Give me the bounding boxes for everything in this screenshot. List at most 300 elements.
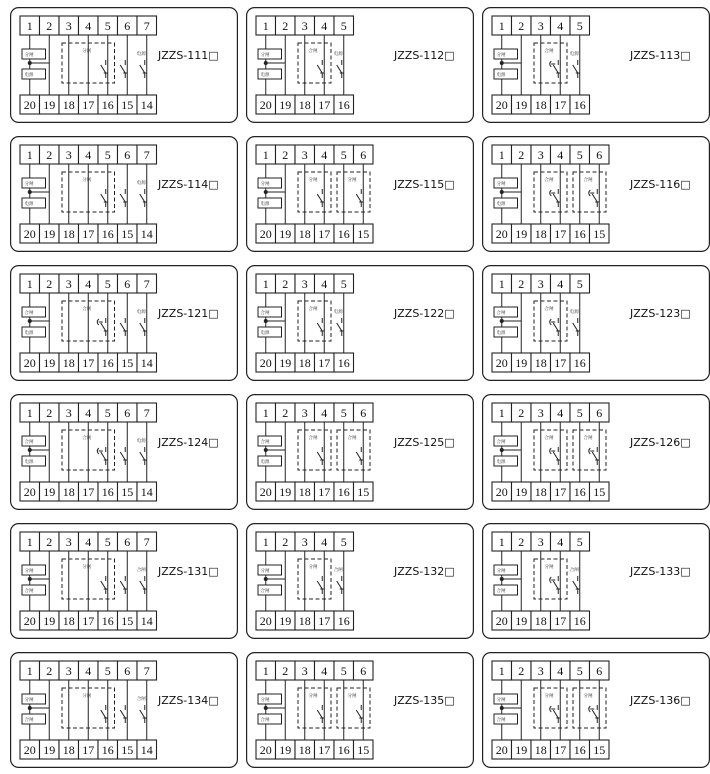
terminal-top <box>492 532 512 551</box>
terminal-number: 20 <box>495 227 508 241</box>
terminal-number: 1 <box>26 19 33 33</box>
contact-group-label: 分闸 <box>82 694 92 699</box>
relay-panel <box>482 652 710 768</box>
coil-lower-label: 电源 <box>496 202 506 207</box>
terminal-number: 1 <box>262 535 269 549</box>
terminal-number: 1 <box>262 148 269 162</box>
terminal-number: 18 <box>534 485 547 499</box>
terminal-number: 3 <box>65 277 72 291</box>
terminal-top <box>59 403 79 422</box>
terminal-number: 1 <box>262 277 269 291</box>
output-label: 电源 <box>136 181 146 186</box>
terminal-top <box>315 661 335 680</box>
terminal-number: 3 <box>537 19 544 33</box>
terminal-number: 17 <box>554 356 567 370</box>
terminal-top <box>334 532 354 551</box>
terminal-number: 4 <box>557 19 564 33</box>
terminal-top <box>354 403 374 422</box>
terminal-number: 4 <box>321 19 328 33</box>
terminal-number: 20 <box>259 98 272 112</box>
contact-group-label: 分闸 <box>82 565 92 570</box>
terminal-number: 19 <box>279 614 292 628</box>
terminal-bottom <box>79 740 99 759</box>
terminal-top <box>276 16 296 35</box>
terminal-number: 19 <box>279 98 292 112</box>
terminal-number: 15 <box>121 227 134 241</box>
terminal-top <box>20 532 40 551</box>
terminal-number: 5 <box>340 664 347 678</box>
terminal-number: 2 <box>518 664 525 678</box>
terminal-number: 18 <box>298 356 311 370</box>
terminal-number: 1 <box>498 148 505 162</box>
relay-diagram <box>10 394 238 510</box>
contact-group-label: 合闸 <box>308 436 318 441</box>
terminal-bottom <box>20 740 40 759</box>
terminal-bottom <box>98 611 118 630</box>
terminal-number: 6 <box>124 148 131 162</box>
terminal-bottom <box>295 740 315 759</box>
terminal-number: 6 <box>124 535 131 549</box>
terminal-number: 18 <box>298 614 311 628</box>
coil-upper-label: 分闸 <box>496 569 506 574</box>
terminal-bottom <box>79 224 99 243</box>
relay-panel <box>482 7 710 123</box>
output-label: 电源 <box>136 52 146 57</box>
terminal-top <box>512 532 532 551</box>
terminal-top <box>334 274 354 293</box>
terminal-bottom <box>551 353 571 372</box>
terminal-bottom <box>512 482 532 501</box>
terminal-top <box>531 274 551 293</box>
terminal-bottom <box>315 224 335 243</box>
terminal-bottom <box>295 95 315 114</box>
terminal-number: 20 <box>23 227 36 241</box>
terminal-number: 7 <box>143 19 150 33</box>
contact-group-label: 合闸 <box>544 49 554 54</box>
terminal-number: 6 <box>124 19 131 33</box>
terminal-number: 4 <box>85 277 92 291</box>
terminal-top <box>79 661 99 680</box>
terminal-number: 18 <box>62 743 75 757</box>
coil-lower-label: 电源 <box>260 460 270 465</box>
coil-lower-label: 电源 <box>496 73 506 78</box>
terminal-number: 1 <box>26 535 33 549</box>
terminal-number: 3 <box>301 406 308 420</box>
terminal-number: 4 <box>321 664 328 678</box>
coil-lower-label: 电源 <box>24 460 34 465</box>
terminal-number: 17 <box>318 743 331 757</box>
terminal-top <box>276 403 296 422</box>
terminal-number: 18 <box>298 743 311 757</box>
output-label: 电源 <box>136 310 146 315</box>
terminal-number: 18 <box>534 743 547 757</box>
terminal-number: 18 <box>534 98 547 112</box>
terminal-bottom <box>20 224 40 243</box>
terminal-bottom <box>40 95 60 114</box>
terminal-number: 20 <box>259 227 272 241</box>
terminal-top <box>59 661 79 680</box>
terminal-top <box>40 274 60 293</box>
terminal-number: 19 <box>279 743 292 757</box>
terminal-top <box>20 661 40 680</box>
terminal-bottom <box>315 740 335 759</box>
terminal-bottom <box>570 95 590 114</box>
terminal-number: 15 <box>593 227 606 241</box>
terminal-number: 2 <box>46 406 53 420</box>
terminal-number: 2 <box>518 406 525 420</box>
terminal-number: 2 <box>518 148 525 162</box>
terminal-bottom <box>570 224 590 243</box>
coil-upper-label: 合闸 <box>24 311 34 316</box>
terminal-number: 19 <box>43 98 56 112</box>
model-title: JZZS-136□ <box>630 694 691 707</box>
contact-group-label: 分闸 <box>347 694 357 699</box>
relay-panel <box>246 394 474 510</box>
contact-group-label: 合闸 <box>544 307 554 312</box>
coil-upper-label: 分闸 <box>260 182 270 187</box>
contact-group-label: 合闸 <box>82 436 92 441</box>
output-label: 电源 <box>569 52 579 57</box>
terminal-bottom <box>59 482 79 501</box>
terminal-top <box>512 403 532 422</box>
terminal-number: 19 <box>43 356 56 370</box>
relay-panel <box>10 136 238 252</box>
terminal-top <box>40 145 60 164</box>
coil-lower-label: 合闸 <box>496 718 506 723</box>
terminal-top <box>40 532 60 551</box>
terminal-bottom <box>118 611 138 630</box>
terminal-top <box>570 661 590 680</box>
model-title: JZZS-116□ <box>630 178 691 191</box>
terminal-top <box>276 274 296 293</box>
terminal-number: 20 <box>259 614 272 628</box>
terminal-number: 4 <box>557 406 564 420</box>
terminal-number: 1 <box>26 148 33 162</box>
output-label: 合闸 <box>136 568 146 573</box>
terminal-bottom <box>492 611 512 630</box>
relay-panel <box>482 136 710 252</box>
terminal-number: 3 <box>301 664 308 678</box>
terminal-number: 2 <box>46 664 53 678</box>
terminal-number: 18 <box>62 614 75 628</box>
terminal-bottom <box>512 740 532 759</box>
terminal-bottom <box>98 353 118 372</box>
terminal-top <box>256 403 276 422</box>
terminal-number: 2 <box>518 535 525 549</box>
model-title: JZZS-133□ <box>630 565 691 578</box>
terminal-top <box>40 16 60 35</box>
relay-diagram <box>10 523 238 639</box>
relay-panel <box>482 523 710 639</box>
terminal-top <box>118 145 138 164</box>
terminal-top <box>98 16 118 35</box>
terminal-top <box>492 661 512 680</box>
terminal-number: 18 <box>298 98 311 112</box>
terminal-bottom <box>20 353 40 372</box>
terminal-bottom <box>334 353 354 372</box>
terminal-top <box>590 145 610 164</box>
terminal-number: 3 <box>65 535 72 549</box>
contact-group-label: 分闸 <box>347 178 357 183</box>
output-label: 电源 <box>333 310 343 315</box>
terminal-number: 2 <box>282 664 289 678</box>
terminal-number: 4 <box>321 535 328 549</box>
output-label: 电源 <box>569 310 579 315</box>
terminal-number: 20 <box>259 356 272 370</box>
terminal-bottom <box>590 482 610 501</box>
contact-group-label: 合闸 <box>308 49 318 54</box>
terminal-number: 4 <box>85 664 92 678</box>
terminal-number: 1 <box>26 664 33 678</box>
terminal-number: 14 <box>140 614 153 628</box>
terminal-number: 6 <box>360 664 367 678</box>
terminal-number: 18 <box>534 356 547 370</box>
model-title: JZZS-126□ <box>630 436 691 449</box>
terminal-top <box>276 661 296 680</box>
terminal-number: 17 <box>554 614 567 628</box>
terminal-top <box>531 403 551 422</box>
terminal-bottom <box>492 95 512 114</box>
terminal-bottom <box>20 611 40 630</box>
terminal-top <box>295 274 315 293</box>
terminal-bottom <box>492 740 512 759</box>
terminal-number: 20 <box>259 485 272 499</box>
terminal-number: 19 <box>515 98 528 112</box>
relay-panel <box>246 523 474 639</box>
relay-diagram <box>482 265 710 381</box>
terminal-top <box>137 403 157 422</box>
terminal-number: 3 <box>537 406 544 420</box>
relay-diagram <box>10 136 238 252</box>
terminal-top <box>512 274 532 293</box>
terminal-bottom <box>570 611 590 630</box>
terminal-bottom <box>79 95 99 114</box>
terminal-bottom <box>40 224 60 243</box>
model-title: JZZS-111□ <box>158 49 219 62</box>
terminal-bottom <box>256 353 276 372</box>
terminal-number: 3 <box>537 664 544 678</box>
terminal-number: 20 <box>23 614 36 628</box>
terminal-number: 20 <box>23 743 36 757</box>
relay-diagram <box>10 652 238 768</box>
terminal-number: 7 <box>143 148 150 162</box>
terminal-number: 5 <box>104 148 111 162</box>
terminal-number: 20 <box>23 485 36 499</box>
relay-panel <box>10 652 238 768</box>
terminal-bottom <box>551 740 571 759</box>
terminal-bottom <box>276 224 296 243</box>
terminal-bottom <box>137 224 157 243</box>
relay-diagram <box>10 7 238 123</box>
terminal-top <box>354 661 374 680</box>
terminal-bottom <box>531 95 551 114</box>
terminal-bottom <box>98 224 118 243</box>
terminal-number: 19 <box>515 743 528 757</box>
terminal-bottom <box>137 611 157 630</box>
terminal-number: 4 <box>321 406 328 420</box>
terminal-bottom <box>137 353 157 372</box>
terminal-number: 19 <box>279 227 292 241</box>
terminal-top <box>590 661 610 680</box>
terminal-bottom <box>137 95 157 114</box>
terminal-top <box>118 403 138 422</box>
terminal-number: 5 <box>576 277 583 291</box>
terminal-number: 16 <box>337 356 350 370</box>
contact-group-label: 分闸 <box>308 565 318 570</box>
contact-group-label: 合闸 <box>347 436 357 441</box>
coil-upper-label: 合闸 <box>260 440 270 445</box>
terminal-top <box>315 16 335 35</box>
coil-lower-label: 电源 <box>260 331 270 336</box>
terminal-top <box>295 145 315 164</box>
terminal-top <box>315 403 335 422</box>
contact-group-label: 合闸 <box>308 307 318 312</box>
relay-diagram <box>246 7 474 123</box>
terminal-bottom <box>59 611 79 630</box>
contact-group-label: 合闸 <box>583 436 593 441</box>
terminal-top <box>98 403 118 422</box>
relay-panel <box>10 265 238 381</box>
terminal-top <box>137 145 157 164</box>
terminal-top <box>98 274 118 293</box>
terminal-number: 6 <box>596 664 603 678</box>
terminal-number: 6 <box>124 277 131 291</box>
terminal-number: 18 <box>62 485 75 499</box>
terminal-number: 18 <box>534 227 547 241</box>
terminal-bottom <box>531 482 551 501</box>
terminal-number: 17 <box>82 743 95 757</box>
terminal-top <box>98 532 118 551</box>
terminal-top <box>276 145 296 164</box>
terminal-number: 1 <box>26 277 33 291</box>
coil-lower-label: 电源 <box>24 331 34 336</box>
relay-panel <box>246 7 474 123</box>
terminal-number: 5 <box>576 664 583 678</box>
terminal-number: 4 <box>85 148 92 162</box>
relay-panel <box>10 523 238 639</box>
terminal-top <box>79 274 99 293</box>
terminal-top <box>59 532 79 551</box>
output-label: 电源 <box>136 439 146 444</box>
terminal-number: 20 <box>495 98 508 112</box>
terminal-bottom <box>531 353 551 372</box>
terminal-bottom <box>315 353 335 372</box>
terminal-top <box>137 532 157 551</box>
terminal-bottom <box>315 611 335 630</box>
terminal-number: 14 <box>140 227 153 241</box>
terminal-top <box>40 403 60 422</box>
terminal-top <box>492 274 512 293</box>
terminal-top <box>295 661 315 680</box>
terminal-top <box>20 145 40 164</box>
terminal-number: 17 <box>318 98 331 112</box>
terminal-number: 2 <box>282 535 289 549</box>
terminal-top <box>531 532 551 551</box>
coil-upper-label: 合闸 <box>260 311 270 316</box>
terminal-number: 19 <box>43 614 56 628</box>
contact-group-label: 合闸 <box>544 178 554 183</box>
terminal-bottom <box>590 740 610 759</box>
terminal-top <box>570 403 590 422</box>
terminal-top <box>315 532 335 551</box>
terminal-top <box>551 661 571 680</box>
terminal-bottom <box>334 740 354 759</box>
terminal-top <box>492 16 512 35</box>
terminal-number: 17 <box>318 356 331 370</box>
terminal-number: 19 <box>43 743 56 757</box>
terminal-number: 4 <box>85 535 92 549</box>
terminal-top <box>59 16 79 35</box>
terminal-bottom <box>59 95 79 114</box>
terminal-top <box>531 16 551 35</box>
terminal-top <box>59 274 79 293</box>
terminal-top <box>256 661 276 680</box>
output-label: 合闸 <box>569 568 579 573</box>
terminal-number: 14 <box>140 356 153 370</box>
relay-diagram <box>246 523 474 639</box>
terminal-number: 7 <box>143 277 150 291</box>
terminal-bottom <box>40 482 60 501</box>
terminal-number: 19 <box>279 356 292 370</box>
terminal-number: 16 <box>337 614 350 628</box>
terminal-number: 3 <box>65 19 72 33</box>
terminal-number: 16 <box>573 227 586 241</box>
terminal-top <box>334 661 354 680</box>
terminal-top <box>256 532 276 551</box>
terminal-bottom <box>137 740 157 759</box>
terminal-number: 20 <box>495 356 508 370</box>
terminal-bottom <box>256 740 276 759</box>
model-title: JZZS-115□ <box>394 178 455 191</box>
model-title: JZZS-123□ <box>630 307 691 320</box>
terminal-number: 19 <box>515 614 528 628</box>
contact-group-label: 分闸 <box>583 694 593 699</box>
terminal-bottom <box>354 482 374 501</box>
relay-diagram <box>246 394 474 510</box>
terminal-bottom <box>531 224 551 243</box>
terminal-bottom <box>256 224 276 243</box>
relay-panel <box>482 265 710 381</box>
terminal-number: 14 <box>140 485 153 499</box>
terminal-top <box>334 145 354 164</box>
terminal-number: 2 <box>282 19 289 33</box>
coil-lower-label: 合闸 <box>260 718 270 723</box>
contact-group-label: 分闸 <box>308 178 318 183</box>
model-title: JZZS-112□ <box>394 49 455 62</box>
terminal-bottom <box>531 611 551 630</box>
terminal-bottom <box>570 353 590 372</box>
terminal-number: 18 <box>534 614 547 628</box>
terminal-number: 20 <box>495 485 508 499</box>
model-title: JZZS-121□ <box>158 307 219 320</box>
terminal-top <box>20 274 40 293</box>
terminal-bottom <box>20 95 40 114</box>
terminal-number: 16 <box>101 98 114 112</box>
terminal-number: 1 <box>26 406 33 420</box>
relay-diagram <box>482 136 710 252</box>
relay-panel <box>10 7 238 123</box>
terminal-number: 4 <box>85 19 92 33</box>
terminal-number: 17 <box>554 98 567 112</box>
terminal-number: 6 <box>124 406 131 420</box>
terminal-top <box>570 145 590 164</box>
terminal-bottom <box>315 482 335 501</box>
terminal-top <box>276 532 296 551</box>
terminal-top <box>492 403 512 422</box>
terminal-top <box>570 532 590 551</box>
relay-panel <box>10 394 238 510</box>
terminal-number: 5 <box>104 535 111 549</box>
